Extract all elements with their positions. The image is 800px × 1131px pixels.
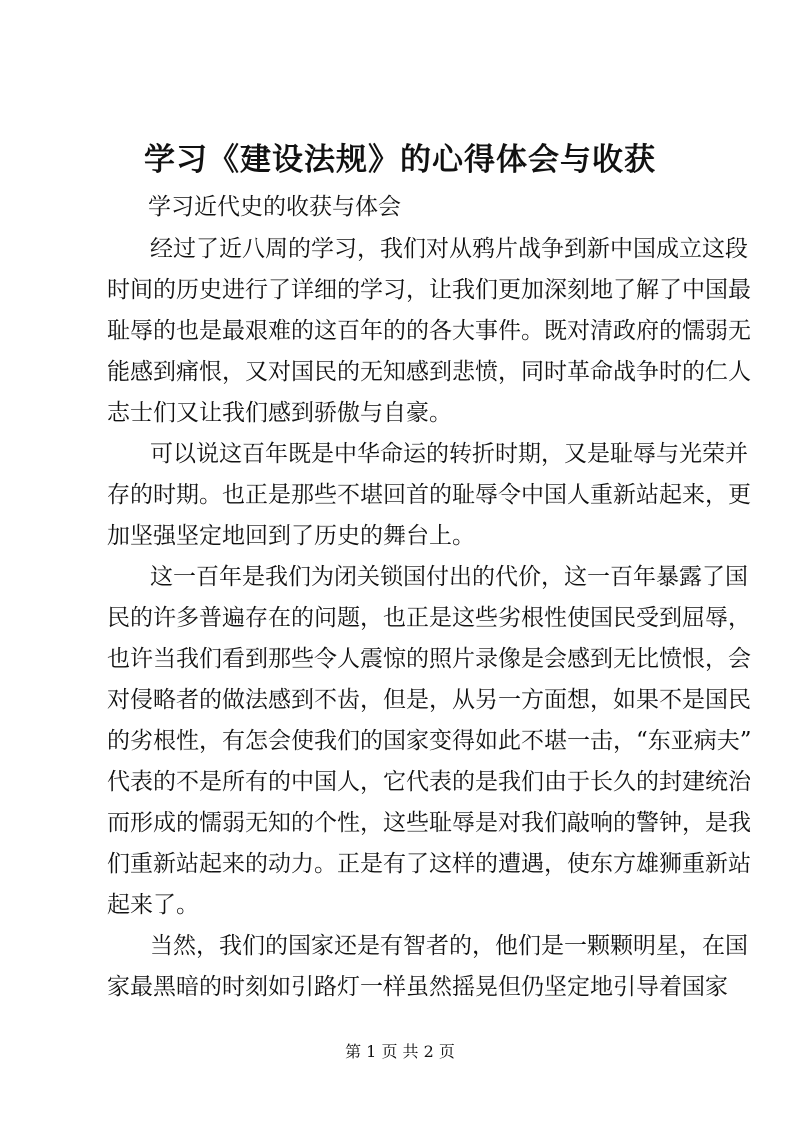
paragraph-line: 经过了近八周的学习，我们对从鸦片战争到新中国成立这段 (150, 236, 748, 262)
paragraph-line: 家最黑暗的时刻如引路灯一样虽然摇晃但仍坚定地引导着国家 (107, 974, 728, 1000)
paragraph-line: 耻辱的也是最艰难的这百年的的各大事件。既对清政府的懦弱无 (107, 318, 751, 344)
paragraph-line: 时间的历史进行了详细的学习，让我们更加深刻地了解了中国最 (107, 277, 751, 303)
paragraph-line: 代表的不是所有的中国人，它代表的是我们由于长久的封建统治 (107, 769, 751, 795)
paragraph-line: 民的许多普遍存在的问题，也正是这些劣根性使国民受到屈辱， (107, 605, 751, 631)
paragraph-line: 们重新站起来的动力。正是有了这样的遭遇，使东方雄狮重新站 (107, 851, 751, 877)
paragraph-line: 也许当我们看到那些令人震惊的照片录像是会感到无比愤恨，会 (107, 646, 751, 672)
paragraph-line: 起来了。 (107, 892, 199, 918)
page-number: 第 1 页 共 2 页 (345, 1042, 455, 1061)
paragraph-line: 对侵略者的做法感到不齿，但是，从另一方面想，如果不是国民 (107, 687, 751, 713)
document-title: 学习《建设法规》的心得体会与收获 (144, 142, 656, 178)
document-subtitle: 学习近代史的收获与体会 (148, 194, 401, 220)
paragraph-line: 志士们又让我们感到骄傲与自豪。 (107, 400, 452, 426)
paragraph-line: 存的时期。也正是那些不堪回首的耻辱令中国人重新站起来，更 (107, 482, 751, 508)
paragraph-line: 可以说这百年既是中华命运的转折时期，又是耻辱与光荣并 (150, 441, 748, 467)
paragraph-line: 这一百年是我们为闭关锁国付出的代价，这一百年暴露了国 (150, 564, 748, 590)
paragraph-line: 当然，我们的国家还是有智者的，他们是一颗颗明星，在国 (150, 933, 748, 959)
paragraph-line: 能感到痛恨，又对国民的无知感到悲愤，同时革命战争时的仁人 (107, 359, 751, 385)
paragraph-line: 而形成的懦弱无知的个性，这些耻辱是对我们敲响的警钟，是我 (107, 810, 751, 836)
paragraph-line: 的劣根性，有怎会使我们的国家变得如此不堪一击，“东亚病夫” (107, 728, 752, 754)
paragraph-line: 加坚强坚定地回到了历史的舞台上。 (107, 523, 475, 549)
